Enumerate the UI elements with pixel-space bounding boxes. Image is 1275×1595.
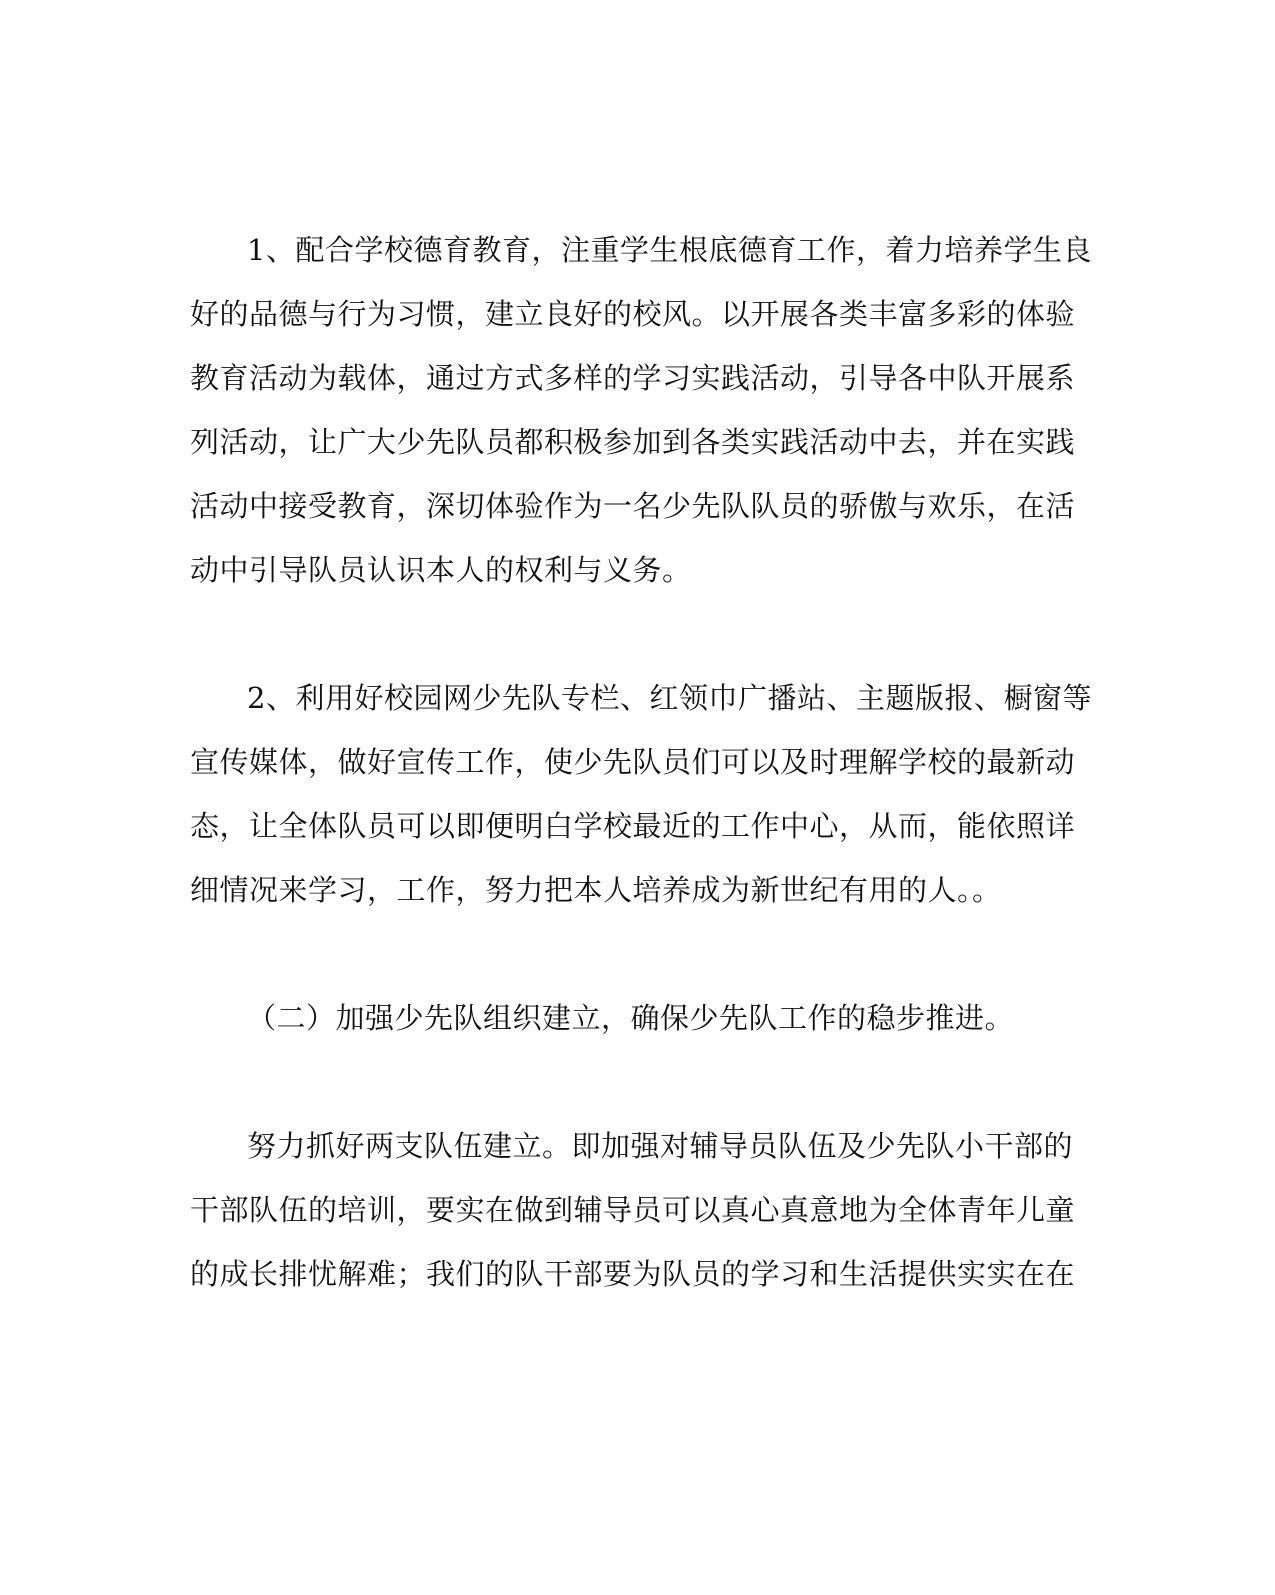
paragraph-line: 干部队伍的培训，要实在做到辅导员可以真心真意地为全体青年儿童: [190, 1193, 1076, 1227]
section-heading: （二）加强少先队组织建立，确保少先队工作的稳步推进。: [247, 1001, 1015, 1035]
paragraph-line: 1、配合学校德育教育，注重学生根底德育工作，着力培养学生良: [247, 233, 1092, 267]
paragraph-line: 宣传媒体，做好宣传工作，使少先队员们可以及时理解学校的最新动: [190, 745, 1076, 779]
paragraph-line: 活动中接受教育，深切体验作为一名少先队队员的骄傲与欢乐，在活: [190, 489, 1076, 523]
paragraph-line: 的成长排忧解难；我们的队干部要为队员的学习和生活提供实实在在: [190, 1257, 1076, 1291]
paragraph-line: 好的品德与行为习惯，建立良好的校风。以开展各类丰富多彩的体验: [190, 297, 1076, 331]
paragraph-line: 教育活动为载体，通过方式多样的学习实践活动，引导各中队开展系: [190, 361, 1076, 395]
paragraph-line: 列活动，让广大少先队员都积极参加到各类实践活动中去，并在实践: [190, 425, 1076, 459]
paragraph-line: 努力抓好两支队伍建立。即加强对辅导员队伍及少先队小干部的: [247, 1129, 1074, 1163]
paragraph-line: 态，让全体队员可以即便明白学校最近的工作中心，从而，能依照详: [190, 809, 1076, 843]
paragraph-line: 2、利用好校园网少先队专栏、红领巾广播站、主题版报、橱窗等: [247, 681, 1092, 715]
paragraph-line: 动中引导队员认识本人的权利与义务。: [190, 553, 692, 587]
paragraph-line: 细情况来学习，工作，努力把本人培养成为新世纪有用的人。。: [190, 873, 1002, 907]
